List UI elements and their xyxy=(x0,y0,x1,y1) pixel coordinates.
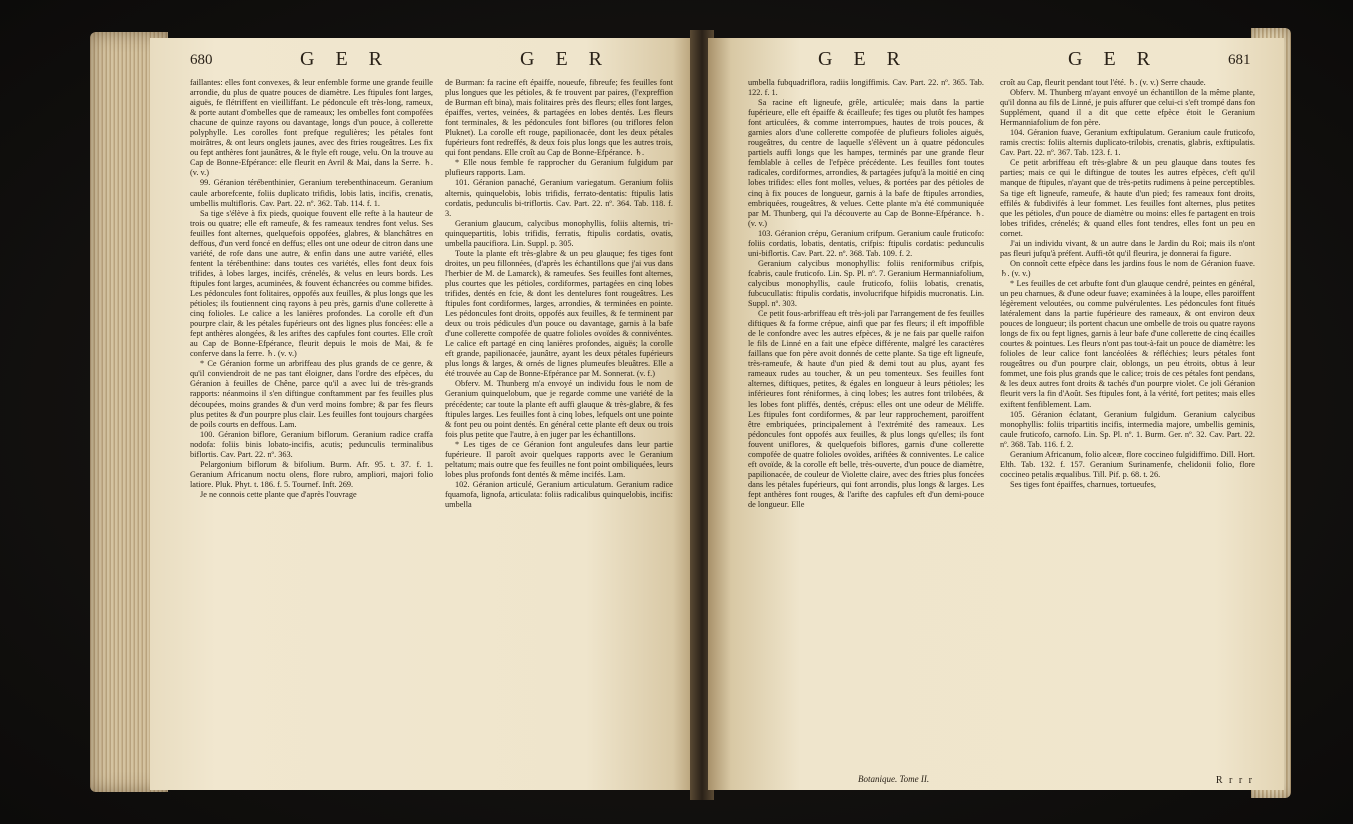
right-page xyxy=(708,38,1284,790)
running-head-text: G E R xyxy=(300,48,390,70)
running-head-text: G E R xyxy=(818,48,908,70)
right-running-head xyxy=(708,48,1284,72)
paragraph: Toute la plante eft très-glabre & un peu glauque; fes tiges font droites, un peu fillonnées, (d'après les échantillons que j'ai vus dans l'herbier de M. de Lamarck), & rameufes. Ses feuilles font alternes, plus courtes que les pétioles, cordiformes, partagées en cinq lobes trifides, dentés en fcie, & dont les dentelures font rougeâtres. Les ftipules font cordiformes, larges, arrondies, & terminées en pointe. Les pédoncules font droits, oppofés aux feuilles, & fe terminent par deux ou trois pédicules d'un pouce ou davantage, garnis à la bafe d'une collerette compofée de quatre folioles ovoïdes & connivéntes. Le calice eft partagé en cinq lanières profondes, aiguës; la corolle eft grande, papilionacée, jaunâtre, ayant les deux pétales fupérieurs plus longs & larges, & ornés de lignes plumeufes bleuâtres. Elle a été trouvée au Cap de Bonne-Efpérance par M. Sonnerat. (v. f.) xyxy=(445,248,673,379)
paragraph: 99. Géranion térébenthinier, Geranium terebenthinaceum. Geranium caule arborefcente, foliis duplicato trifidis, lobis latis, incifis, crenatis, umbellis multifloris. Cav. Part. 22. nº. 362. Tab. 114. f. 1. xyxy=(190,178,433,208)
paragraph: de Burman: fa racine eft épaiffe, noueufe, fibreufe; fes feuilles font plus longues que les pétioles, & fe trouvent par paires, (l'expreffion de Burman eft bina), mais folitaires près des fleurs; elles font larges, épaiffes, vertes, veinées, & partagées en lobes dentés. Les fleurs font terminales, & les pédoncules font biflores (ou triflores felon Pluknet). La corolle eft rouge, papilionacée, dont les deux pétales fupérieurs font redreffés, & deux fois plus longs que les autres trois, qui font pendans. Elle croît au Cap de Bonne-Efpérance. ♄. xyxy=(445,78,673,158)
paragraph: umbella fubquadriflora, radiis longiffimis. Cav. Part. 22. nº. 365. Tab. 122. f. 1. xyxy=(748,78,984,98)
paragraph: Geranium calycibus monophyllis: foliis reniformibus crifpis, fcabris, caule fruticofo. Lin. Sp. Pl. nº. 7. Geranium Hermanniafolium, calycibus monophyllis, caule fruticofo, foliis lobatis, crenatis, fubcucullatis: ftipulis cordatis, involucrifque hifpidis mucronatis. Lin. Suppl. nº. 303. xyxy=(748,258,984,309)
paragraph: * Les feuilles de cet arbufte font d'un glauque cendré, peintes en général, un peu charnues, & d'une odeur fuave; examinées à la loupe, elles paroiffent légèrement veloutées, ou comme pulvérulentes. Les pédoncules font fitués latéralement dans la partie fupérieure des rameaux, & ont environ deux pouces de longueur; ils portent chacun une ombelle de trois ou quatre rayons longs de fix ou fept lignes, garnis à leur bafe d'une collerette de cinq écailles courtes & pointues. Les fleurs n'ont pas tout-à-fait un pouce de diamètre: les folioles de leur calice font lancéolées & réfléchies; leurs pétales font rougeâtres ou d'un pourpre clair, oblongs, un peu étroits, obtus à leur fommet, une fois plus grands que le calice; trois de ces pétales font pendans, & les deux autres font droits & tachés d'un pourpre violet. Ce joli Géranion fleurit vers la fin d'Août. Ses ftipules font, à la vérité, fort petites; mais elles exiftent fenfiblement. Lam. xyxy=(1000,278,1255,409)
paragraph: Obferv. M. Thunberg m'ayant envoyé un échantillon de la même plante, qu'il donna au fils de Linné, je puis affurer que celui-ci s'eft trompé dans fon Supplément, quand il a dit que cette efpèce étoit le Geranium Hermanniafolium de fon père. xyxy=(1000,88,1255,128)
paragraph: Je ne connois cette plante que d'après l'ouvrage xyxy=(200,489,357,499)
paragraph: Geranium glaucum, calycibus monophyllis, foliis alternis, tri-quinquepartitis, lobis trifidis, ferratis, ftipulis cordatis, ovatis, umbella paucifiora. Lin. Suppl. p. 305. xyxy=(445,218,673,248)
paragraph: * Les tiges de ce Géranion font anguleufes dans leur partie fupérieure. Il paroît avoir quelques rapports avec le Geranium peltatum; mais outre que fes feuilles ne font point ombiliquées, leurs lobes plus profonds font dentés & même incifés. Lam. xyxy=(445,439,673,479)
paragraph: croît au Cap, fleurit pendant tout l'été. ♄. (v. v.) Serre chaude. xyxy=(1000,78,1206,87)
left-column-2 xyxy=(445,78,673,510)
paragraph: Sa racine eft ligneufe, grêle, articulée; mais dans la partie fupérieure, elle eft épaiffe & écailleufe; fes tiges ou plutôt fes hampes font articulées, & comme interrompues, hautes de trois pouces, & garnies alors d'une collerette compofée de plufieurs folioles aiguës, rougeâtres, du centre de laquelle s'élèvent un à quatre pédoncules partiels auffi longs que les hampes, terminés par une grande fleur femblable à celles de l'efpèce précédente. Les feuilles font toutes radicales, cordiformes, arrondies, & partagées jufqu'à la moitié en cinq lobes trifides: elles font molles, velues, & portées par des pétioles de cinq à fix pouces de longueur, garnis à la bafe de ftipules arrondies, embriquées, rougeâtres, & velues. Cette plante m'a été communiquée par M. Thunberg, qui l'a découverte au Cap de Bonne-Efpérance. ♄. (v. v.) xyxy=(748,98,984,228)
paragraph: Ce petit arbriffeau eft très-glabre & un peu glauque dans toutes fes parties; mais ce qui le diftingue de toutes les autres efpèces, c'eft qu'il manque de ftipules, n'ayant que de très-petits rudimens à peine perceptibles. Sa tige eft ligneufe, rameufe, & haute d'un pied; fes rameaux font droits, effilés & fubdivifés à leur fommet. Les feuilles font alternes, plus petites que les pétioles, d'un pouce de diamètre ou moins: elles fe partagent en trois lobes trifides, crénelés; & quand elles font tendres, elles font un peu en cornet. xyxy=(1000,158,1255,238)
paragraph: Sa tige s'élève à fix pieds, quoique fouvent elle refte à la hauteur de trois ou quatre; elle eft rameufe, & fes rameaux tendres font velus. Ses feuilles font alternes, quelquefois oppofées, glabres, & blanchâtres en deffous, d'un verd foncé en deffus; elles ont une odeur de citron dans une variété, de rofe dans une autre, & enfin dans une autre variété, elles fentent la térébenthine: dans toutes ces variétés, elles font deux fois trifides, à lobes larges, incifés, crénelés, & velus en leurs bords. Les ftipules font larges, acuminées, & fouvent échancrées ou comme bifides. Les pédoncules font folitaires, oppofés aux feuilles, & plus longs que les pétioles; ils foutiennent cinq rayons à peu près, garnis d'une collerette à cinq folioles. Le calice a les lanières profondes. La corolle eft d'un pourpre clair, & les pétales fupérieurs ont des lignes plus foncées: elle a fept anthères alongées, & les ariftes des capfules font courtes. Elle croît au Cap de Bonne-Efpérance, fleurit depuis le mois de Mai, & fe conferve dans la ferre. ♄. (v. v.) xyxy=(190,208,433,359)
paragraph: * Ce Géranion forme un arbriffeau des plus grands de ce genre, & qu'il conviendroit de ne pas tant éloigner, dans l'ordre des efpèces, du Géranion à feuilles de Chêne, parce qu'il a avec lui de très-grands rapports: néanmoins il s'en diftingue conftamment par fes feuilles plus découpées, moins grandes & d'un verd moins fombre; & par fes fleurs plus petites & d'un pourpre plus clair. Les feuilles font toujours chargées de poils courts en deffous. Lam. xyxy=(190,359,433,429)
paragraph: * Elle nous femble fe rapprocher du Geranium fulgidum par plufieurs rapports. Lam. xyxy=(445,158,673,178)
page-number: 680 xyxy=(190,52,213,68)
left-page xyxy=(150,38,695,790)
running-head-text: G E R xyxy=(1068,48,1158,70)
paragraph: 104. Géranion fuave, Geranium exftipulatum. Geranium caule fruticofo, ramis crectis: foliis alternis duplicato-trilobis, crenatis, glabris, exftipulatis. Cav. Part. 22. nº. 367. Tab. 123. f. 1. xyxy=(1000,128,1255,158)
left-running-head xyxy=(150,48,695,72)
paragraph: Obferv. M. Thunberg m'a envoyé un individu fous le nom de Geranium quinquelobum, que je regarde comme une variété de la précédente; car toute la plante eft auffi glauque & très-glabre, & fes ftipules larges. Les feuilles font à cinq lobes, lefquels ont une pointe & font peu ou point dentés. En général cette plante eft deux ou trois fois plus petite que l'autre, à en juger par les échantillons. xyxy=(445,379,673,439)
paragraph: faillantes: elles font convexes, & leur enfemble forme une grande feuille arrondie, du plus de quatre pouces de diamètre. Les ftipules font larges, aiguës, fe flétriffent en vieilliffant. Le pédoncule eft très-long, rameux, & porte autant d'ombelles que de rameaux; les ombelles font compofées chacune de quinze rayons ou davantage, longs d'un pouce, à collerette polyphylle. Les corolles font prefque regulières; les pétales font moirâtres, & ont leurs onglets jaunes, avec des ftries rougeâtres. Les fix ou fept anthères font jaunâtres, & le ftyle eft rouge, velu. On la trouve au Cap de Bonne-Efpérance: elle fleurit en Avril & Mai, dans la Serre. ♄. (v. v.) xyxy=(190,78,433,178)
right-column-1 xyxy=(748,78,984,510)
paragraph: 100. Géranion biflore, Geranium biflorum. Geranium radice craffa nodofa: foliis binis lobato-incifis, acutis; pedunculis terminalibus biflortis. Cav. Part. 22. nº. 363. xyxy=(190,429,433,459)
paragraph: 105. Géranion éclatant, Geranium fulgidum. Geranium calycibus monophyllis: foliis tripartitis incifis, intermedia majore, umbellis geminis, caule fruticofo, carnofo. Lin. Sp. Pl. nº. 1. Burm. Ger. nº. 32. Cav. Part. 22. nº. 368. Tab. 116. f. 2. xyxy=(1000,409,1255,449)
paragraph: On connoît cette efpèce dans les jardins fous le nom de Géranion fuave. ♄. (v. v.) xyxy=(1000,258,1255,278)
running-head-text: G E R xyxy=(520,48,610,70)
paragraph: Ses tiges font épaiffes, charnues, tortueufes, xyxy=(1010,479,1156,489)
page-number: 681 xyxy=(1228,52,1251,68)
paragraph: Pelargonium biflorum & bifolium. Burm. Afr. 95. t. 37. f. 1. Geranium Africanum noctu olens, flore rubro, ampliori, majori folio latiore. Pluk. Phyt. t. 186. f. 5. Tournef. Inft. 269. xyxy=(190,459,433,489)
right-column-2 xyxy=(1000,78,1255,490)
paragraph: 103. Géranion crépu, Geranium crifpum. Geranium caule fruticofo: foliis cordatis, lobatis, dentatis, crifpis: ftipulis cordatis: pedunculis uni-biflortis. Cav. Part. 22. nº. 368. Tab. 109. f. 2. xyxy=(748,228,984,258)
paragraph: 102. Géranion articulé, Geranium articulatum. Geranium radice fquamofa, lignofa, articulata: foliis radicalibus quinquelobis, incifis: umbella xyxy=(445,479,673,509)
paragraph: Geranium Africanum, folio alceæ, flore coccineo fulgidiffimo. Dill. Hort. Elth. Tab. 132. f. 157. Geranium Surinamenfe, chelidonii folio, flore coccineo petalis æqualibus. Till. Pif. p. 68. t. 26. xyxy=(1000,449,1255,479)
paragraph: Ce petit fous-arbriffeau eft très-joli par l'arrangement de fes feuilles diftiques & fa forme crépue, ainfi que par fes fleurs; il eft impoffible de le confondre avec les autres efpèces, & je ne fais par quelle raifon le fils de Linné en a fait une efpèce différente, malgré les caractères faillans que fon père avoit donnés de cette plante. Sa tige eft ligneufe, très-rameufe, & haute d'un pied & demi tout au plus, ayant fes rameaux rudes au toucher, & un peu tomenteux. Ses feuilles font alternes, diftiques, petites, & égales en longueur à leurs pétioles; les inférieures font réniformes, à cinq lobes; les autres font trilobées, & les lobes font pliffés, dentés, crépus: elles ont une odeur de Méliffe. Les ftipules font cordiformes, & par leur rapprochement, paroiffent être embriquées, principalement à l'extrémité des rameaux. Les pédoncules font oppofés aux feuilles, & plus longs qu'elles; ils font fouvent uniflores, & quelquefois biflores, garnis d'une collerette compofée de quatre folioles ovoïdes, ariftées & conniventes. Le calice eft ovoïde, & la corolle eft belle, très-ouverte, d'un pouce de diamètre, papilionacée, de couleur de Violette claire, avec des ftries plus foncées dans les pétales fupérieurs, qui font arrondis, plus longs & larges. Les fept anthères font rouges, & l'arifte des capfules eft d'un demi-pouce de longueur. Elle xyxy=(748,309,984,509)
signature-mark: R r r r xyxy=(1215,775,1254,786)
left-column-1 xyxy=(190,78,433,500)
paragraph: 101. Géranion panaché, Geranium variegatum. Geranium foliis alternis, quinquelobis, lobis trifidis, ferrato-dentatis: ftipulis latis cordatis, pedunculis bi-triflortis. Cav. Part. 22. nº. 364. Tab. 118. f. 3. xyxy=(445,178,673,218)
paragraph: J'ai un individu vivant, & un autre dans le Jardin du Roi; mais ils n'ont pas fleuri jufqu'à préfent. Auffi-tôt qu'il fleurira, je donnerai fa figure. xyxy=(1000,238,1255,258)
footer-volume: Botanique. Tome II. xyxy=(858,774,930,784)
